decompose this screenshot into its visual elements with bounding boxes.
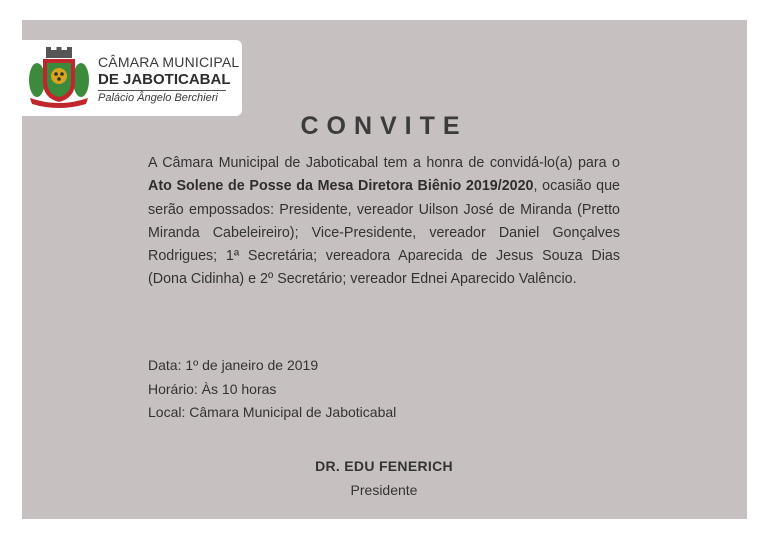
event-date: Data: 1º de janeiro de 2019: [148, 357, 319, 373]
signer-role: Presidente: [350, 482, 418, 498]
event-location: Local: Câmara Municipal de Jaboticabal: [148, 404, 397, 420]
event-name: Ato Solene de Posse da Mesa Diretora Biênio 2019/2020: [148, 178, 534, 195]
invitation-intro: A Câmara Municipal de Jaboticabal tem a honra de convidá-lo(a) para o: [148, 155, 620, 171]
logo-divider: [98, 90, 226, 91]
event-details: [148, 354, 396, 425]
header-logo-block: [22, 40, 242, 116]
event-time: Horário: Às 10 horas: [148, 380, 277, 397]
org-name-line1: CÂMARA MUNICIPAL: [98, 54, 240, 70]
page-title: CONVITE: [300, 112, 468, 140]
invitation-body: [148, 152, 620, 292]
org-name-line2: DE JABOTICABAL: [98, 71, 231, 88]
signer-name: DR. EDU FENERICH: [315, 458, 453, 474]
org-tagline: Palácio Ângelo Berchieri: [98, 92, 218, 104]
invitation-details: , ocasião que serão empossados: Presidente, vereador Uilson José de Miranda (Pretto Miranda Cabeleireiro); Vice-Presidente, vereador Daniel Gonçalves Rodrigues; 1ª Secretária; vereadora Aparecida de Jesus Souza Dias (Dona Cidinha) e 2º Secretário; vereador Ednei Aparecido Valêncio.: [148, 178, 620, 288]
coat-of-arms-icon: [26, 46, 92, 110]
